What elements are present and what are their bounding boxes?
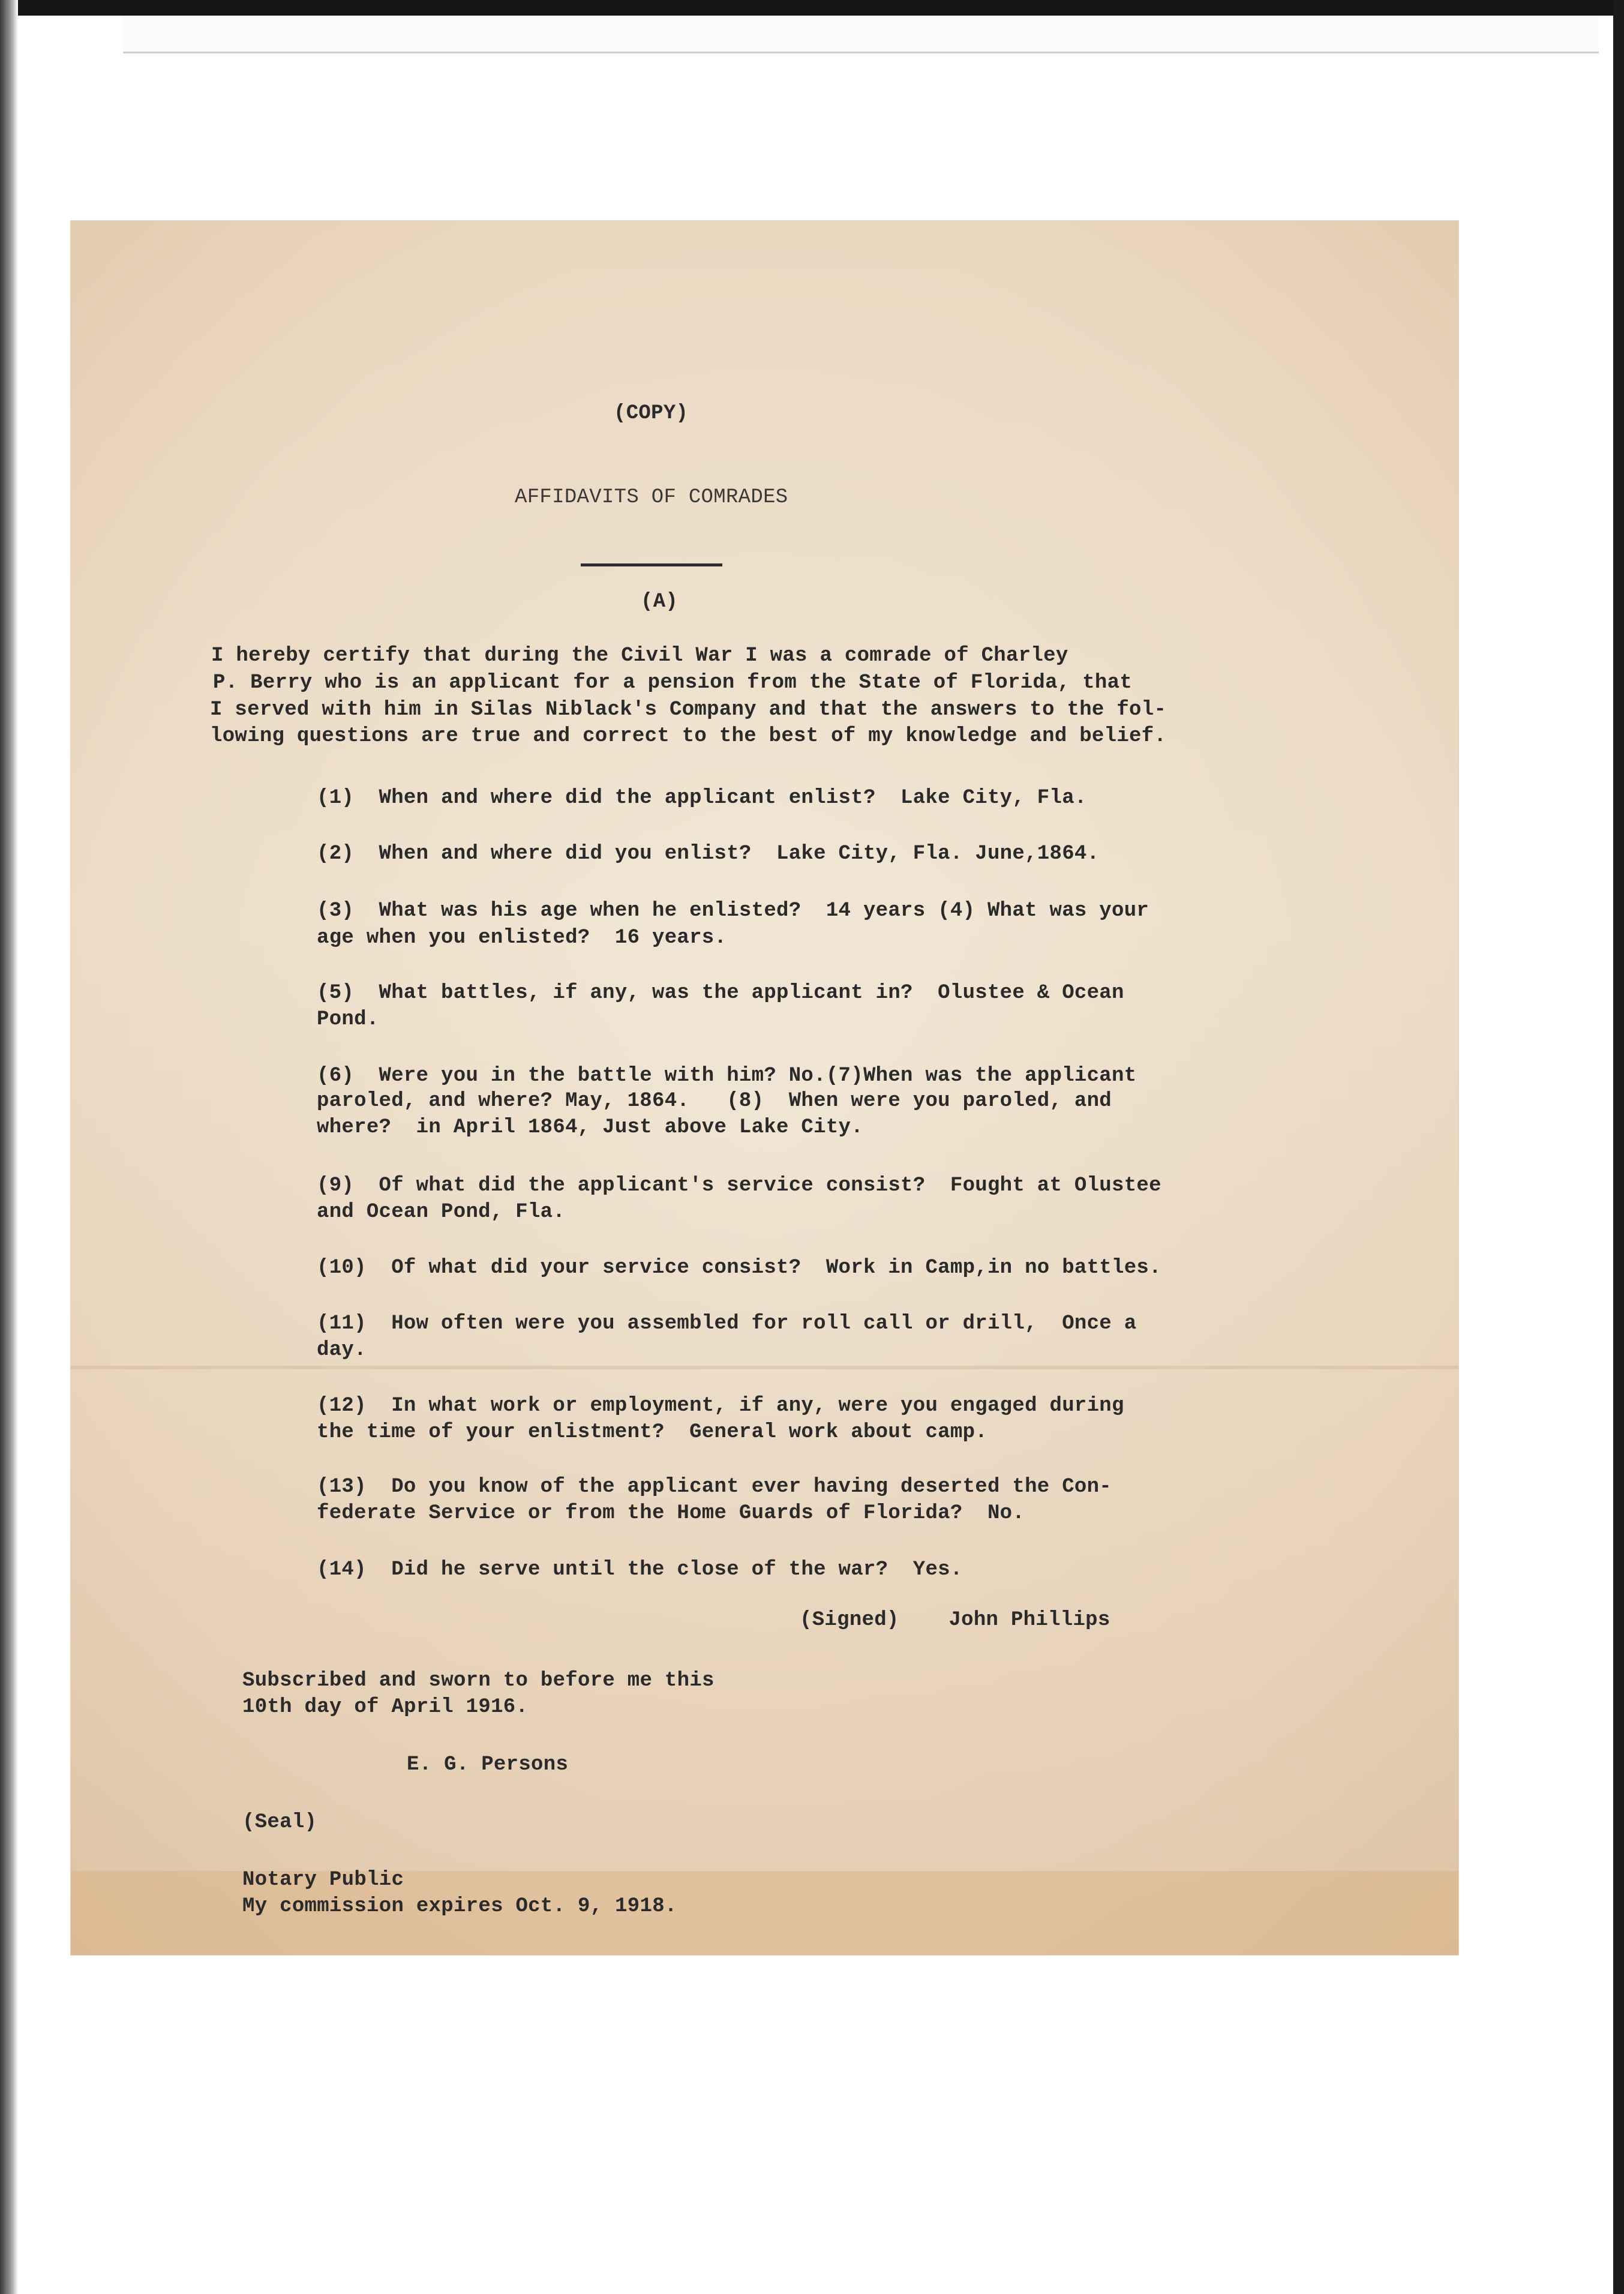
intro-line: lowing questions are true and correct to the best of my knowledge and belief. — [210, 725, 1167, 748]
question-6-8: paroled, and where? May, 1864. (8) When were you paroled, and — [317, 1090, 1112, 1112]
scan-left-edge — [0, 0, 18, 2294]
notary-name: E. G. Persons — [407, 1753, 569, 1776]
question-13: (13) Do you know of the applicant ever having deserted the Con- — [317, 1476, 1112, 1498]
scan-top-edge — [0, 0, 1624, 16]
affidavit-page — [71, 221, 1458, 1955]
question-12: the time of your enlistment? General work about camp. — [317, 1421, 987, 1444]
fold-line — [71, 1366, 1458, 1369]
question-13: federate Service or from the Home Guards of Florida? No. — [317, 1502, 1025, 1525]
scan-right-edge — [1613, 0, 1624, 2294]
title-underline — [581, 563, 722, 566]
jurat-line: Subscribed and sworn to before me this — [242, 1669, 715, 1692]
question-6-8: (6) Were you in the battle with him? No.(7)When was the applicant — [317, 1064, 1137, 1087]
jurat-line: 10th day of April 1916. — [242, 1696, 529, 1719]
question-11: (11) How often were you assembled for roll call or drill, Once a — [317, 1312, 1137, 1335]
question-12: (12) In what work or employment, if any, were you engaged during — [317, 1395, 1124, 1417]
notary-title: Notary Public — [242, 1869, 404, 1891]
intro-line: I served with him in Silas Niblack's Company and that the answers to the fol- — [210, 698, 1167, 721]
question-10: (10) Of what did your service consist? Work in Camp,in no battles. — [317, 1257, 1161, 1279]
question-9: and Ocean Pond, Fla. — [317, 1201, 566, 1224]
backing-sheet — [123, 16, 1599, 53]
copy-label: (COPY) — [614, 402, 689, 425]
question-3-4: age when you enlisted? 16 years. — [317, 926, 727, 949]
question-6-8: where? in April 1864, Just above Lake City. — [317, 1116, 863, 1139]
question-5: (5) What battles, if any, was the applicant in? Olustee & Ocean — [317, 982, 1124, 1004]
section-label: (A) — [641, 590, 679, 613]
seal-label: (Seal) — [242, 1811, 317, 1834]
question-1: (1) When and where did the applicant enlist? Lake City, Fla. — [317, 787, 1087, 809]
intro-line: I hereby certify that during the Civil War I was a comrade of Charley — [211, 644, 1068, 667]
document-title: AFFIDAVITS OF COMRADES — [515, 486, 788, 509]
question-3-4: (3) What was his age when he enlisted? 14 years (4) What was your — [317, 899, 1149, 922]
commission-expiry: My commission expires Oct. 9, 1918. — [242, 1895, 677, 1918]
question-5: Pond. — [317, 1008, 379, 1031]
question-11: day. — [317, 1339, 367, 1362]
question-14: (14) Did he serve until the close of the war? Yes. — [317, 1558, 963, 1581]
intro-line: P. Berry who is an applicant for a pension from the State of Florida, that — [213, 671, 1133, 694]
question-2: (2) When and where did you enlist? Lake City, Fla. June,1864. — [317, 842, 1100, 865]
signature-line: (Signed) John Phillips — [800, 1609, 1110, 1632]
question-9: (9) Of what did the applicant's service consist? Fought at Olustee — [317, 1174, 1161, 1197]
